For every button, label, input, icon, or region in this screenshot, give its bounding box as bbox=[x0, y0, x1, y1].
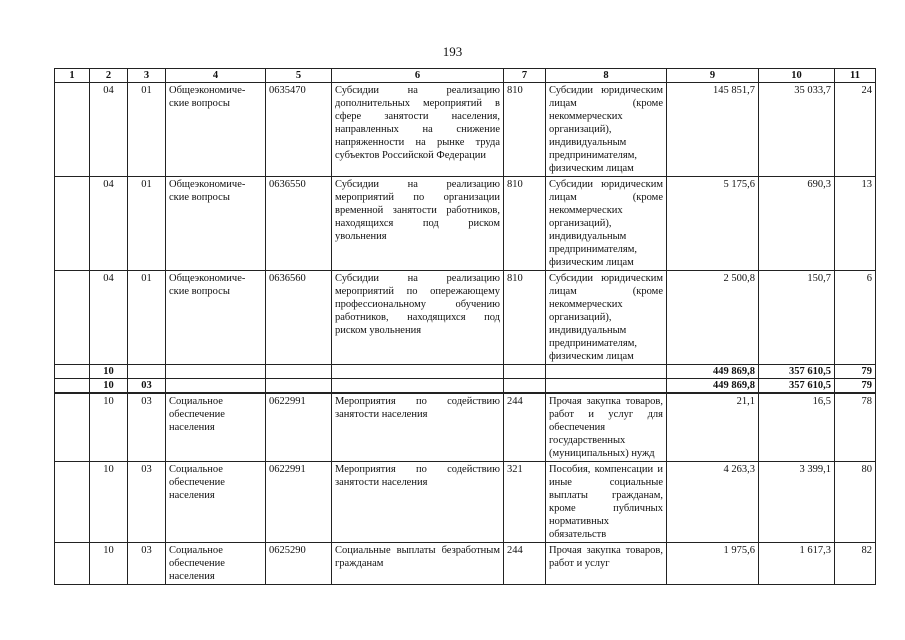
cell-actual: 35 033,7 bbox=[759, 83, 835, 177]
cell-section: 04 bbox=[90, 177, 128, 271]
cell-section-name: Общеэкономиче-ские вопросы bbox=[166, 271, 266, 365]
col-header: 1 bbox=[55, 69, 90, 83]
cell-plan: 145 851,7 bbox=[667, 83, 759, 177]
cell-subsection bbox=[128, 365, 166, 379]
cell-target-code: 0622991 bbox=[266, 462, 332, 543]
col-header: 8 bbox=[546, 69, 667, 83]
cell-actual: 150,7 bbox=[759, 271, 835, 365]
col-header: 2 bbox=[90, 69, 128, 83]
cell-plan: 5 175,6 bbox=[667, 177, 759, 271]
cell-c1 bbox=[55, 83, 90, 177]
cell-section: 10 bbox=[90, 393, 128, 462]
table-row bbox=[55, 177, 876, 271]
cell-target-code bbox=[266, 365, 332, 379]
cell-target-name: Мероприятия по содействию занятости населения bbox=[332, 393, 504, 462]
cell-section-name bbox=[166, 365, 266, 379]
cell-target-name: Субсидии на реализацию мероприятий по опережающему профессиональному обучению работников, находящихся под риском увольнения bbox=[332, 271, 504, 365]
cell-percent: 80 bbox=[835, 462, 876, 543]
cell-plan: 1 975,6 bbox=[667, 543, 759, 585]
cell-target-name: Социальные выплаты безработным гражданам bbox=[332, 543, 504, 585]
cell-section: 10 bbox=[90, 379, 128, 394]
cell-percent: 79 bbox=[835, 379, 876, 394]
cell-target-name: Субсидии на реализацию дополнительных мероприятий в сфере занятости населения, направленных на снижение напряженности на рынке труда субъектов Российской Федерации bbox=[332, 83, 504, 177]
cell-subsection: 01 bbox=[128, 83, 166, 177]
cell-plan: 21,1 bbox=[667, 393, 759, 462]
col-header: 10 bbox=[759, 69, 835, 83]
cell-percent: 24 bbox=[835, 83, 876, 177]
cell-percent: 6 bbox=[835, 271, 876, 365]
cell-target-name bbox=[332, 365, 504, 379]
cell-plan: 449 869,8 bbox=[667, 379, 759, 394]
cell-target-code: 0636560 bbox=[266, 271, 332, 365]
cell-section: 10 bbox=[90, 365, 128, 379]
cell-expense-code: 244 bbox=[504, 393, 546, 462]
cell-actual: 1 617,3 bbox=[759, 543, 835, 585]
cell-target-name: Мероприятия по содействию занятости населения bbox=[332, 462, 504, 543]
cell-actual: 357 610,5 bbox=[759, 379, 835, 394]
table-header-row bbox=[55, 69, 876, 83]
table-row bbox=[55, 393, 876, 462]
cell-expense-name: Субсидии юридическим лицам (кроме некоммерческих организаций), индивидуальным предпринимателям, физическим лицам bbox=[546, 83, 667, 177]
cell-expense-code: 810 bbox=[504, 83, 546, 177]
cell-section-name: Социальное обеспечение населения bbox=[166, 462, 266, 543]
cell-actual: 3 399,1 bbox=[759, 462, 835, 543]
cell-percent: 82 bbox=[835, 543, 876, 585]
cell-plan: 4 263,3 bbox=[667, 462, 759, 543]
cell-expense-name bbox=[546, 365, 667, 379]
section-total-row bbox=[55, 365, 876, 379]
cell-expense-name: Пособия, компенсации и иные социальные выплаты гражданам, кроме публичных нормативных обязательств bbox=[546, 462, 667, 543]
cell-c1 bbox=[55, 271, 90, 365]
cell-section-name bbox=[166, 379, 266, 394]
col-header: 5 bbox=[266, 69, 332, 83]
cell-actual: 357 610,5 bbox=[759, 365, 835, 379]
cell-expense-name: Прочая закупка товаров, работ и услуг для обеспечения государственных (муниципальных) нужд bbox=[546, 393, 667, 462]
cell-expense-name: Субсидии юридическим лицам (кроме некоммерческих организаций), индивидуальным предпринимателям, физическим лицам bbox=[546, 177, 667, 271]
col-header: 3 bbox=[128, 69, 166, 83]
cell-target-name bbox=[332, 379, 504, 394]
cell-subsection: 03 bbox=[128, 543, 166, 585]
cell-c1 bbox=[55, 462, 90, 543]
cell-expense-code bbox=[504, 379, 546, 394]
cell-expense-code bbox=[504, 365, 546, 379]
table-row bbox=[55, 271, 876, 365]
cell-actual: 690,3 bbox=[759, 177, 835, 271]
table-row bbox=[55, 83, 876, 177]
cell-expense-name: Субсидии юридическим лицам (кроме некоммерческих организаций), индивидуальным предпринимателям, физическим лицам bbox=[546, 271, 667, 365]
budget-table bbox=[54, 68, 876, 585]
cell-expense-code: 244 bbox=[504, 543, 546, 585]
cell-c1 bbox=[55, 379, 90, 394]
cell-subsection: 03 bbox=[128, 379, 166, 394]
cell-subsection: 03 bbox=[128, 393, 166, 462]
subsection-total-row bbox=[55, 379, 876, 394]
cell-section: 10 bbox=[90, 462, 128, 543]
cell-percent: 78 bbox=[835, 393, 876, 462]
cell-target-code: 0622991 bbox=[266, 393, 332, 462]
cell-plan: 2 500,8 bbox=[667, 271, 759, 365]
cell-c1 bbox=[55, 393, 90, 462]
cell-expense-code: 810 bbox=[504, 177, 546, 271]
cell-expense-code: 810 bbox=[504, 271, 546, 365]
cell-section: 04 bbox=[90, 83, 128, 177]
cell-expense-name: Прочая закупка товаров, работ и услуг bbox=[546, 543, 667, 585]
cell-subsection: 03 bbox=[128, 462, 166, 543]
cell-section-name: Общеэкономиче-ские вопросы bbox=[166, 177, 266, 271]
cell-target-name: Субсидии на реализацию мероприятий по организации временной занятости работников, находящихся под риском увольнения bbox=[332, 177, 504, 271]
cell-percent: 79 bbox=[835, 365, 876, 379]
cell-section-name: Общеэкономиче-ские вопросы bbox=[166, 83, 266, 177]
cell-actual: 16,5 bbox=[759, 393, 835, 462]
cell-expense-code: 321 bbox=[504, 462, 546, 543]
cell-c1 bbox=[55, 543, 90, 585]
cell-target-code: 0636550 bbox=[266, 177, 332, 271]
col-header: 11 bbox=[835, 69, 876, 83]
table-row bbox=[55, 462, 876, 543]
cell-subsection: 01 bbox=[128, 271, 166, 365]
cell-section: 04 bbox=[90, 271, 128, 365]
cell-subsection: 01 bbox=[128, 177, 166, 271]
cell-percent: 13 bbox=[835, 177, 876, 271]
cell-section-name: Социальное обеспечение населения bbox=[166, 393, 266, 462]
page-number: 193 bbox=[442, 44, 463, 59]
cell-expense-name bbox=[546, 379, 667, 394]
cell-target-code: 0625290 bbox=[266, 543, 332, 585]
table-row bbox=[55, 543, 876, 585]
col-header: 4 bbox=[166, 69, 266, 83]
col-header: 7 bbox=[504, 69, 546, 83]
cell-plan: 449 869,8 bbox=[667, 365, 759, 379]
cell-target-code: 0635470 bbox=[266, 83, 332, 177]
cell-section: 10 bbox=[90, 543, 128, 585]
cell-c1 bbox=[55, 365, 90, 379]
col-header: 6 bbox=[332, 69, 504, 83]
cell-target-code bbox=[266, 379, 332, 394]
cell-c1 bbox=[55, 177, 90, 271]
cell-section-name: Социальное обеспечение населения bbox=[166, 543, 266, 585]
col-header: 9 bbox=[667, 69, 759, 83]
